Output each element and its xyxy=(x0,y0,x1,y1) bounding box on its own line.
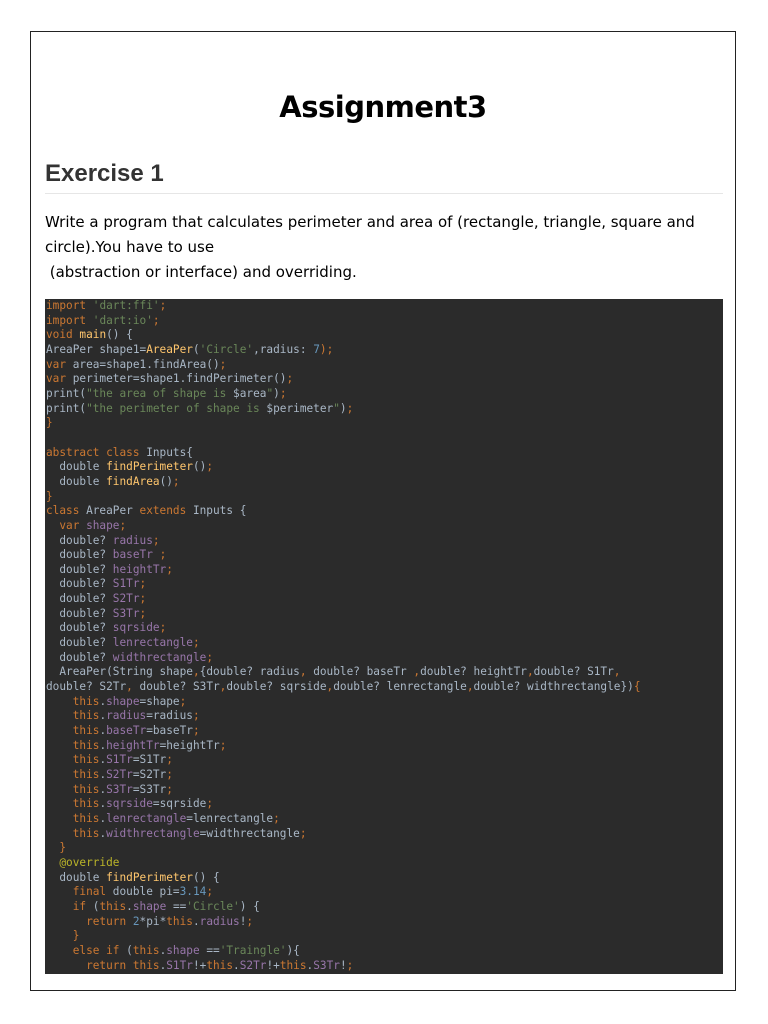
code-token: heightTr xyxy=(106,738,160,752)
code-token: !+ xyxy=(192,958,207,972)
code-token: S2Tr xyxy=(106,768,133,781)
code-line xyxy=(46,651,641,666)
code-token: heightTr xyxy=(112,562,167,576)
code-line xyxy=(46,358,641,373)
code-token: . xyxy=(99,768,107,781)
code-token: S1Tr xyxy=(106,753,133,767)
code-token: 'Traingle' xyxy=(219,943,287,957)
code-token: } xyxy=(46,841,67,855)
code-token: double? baseTr xyxy=(306,665,414,679)
code-token xyxy=(46,900,73,913)
code-line xyxy=(46,548,641,563)
code-line xyxy=(46,665,641,680)
code-token: ; xyxy=(206,650,213,664)
code-line xyxy=(46,944,641,959)
code-token: shape xyxy=(132,899,173,913)
code-line xyxy=(46,695,641,710)
code-token: 'dart:io' xyxy=(92,313,153,327)
code-token: double? xyxy=(46,621,113,635)
code-token xyxy=(46,856,59,869)
code-token: , xyxy=(526,665,534,679)
code-token: 3.14 xyxy=(179,885,207,899)
code-token: this xyxy=(72,768,100,781)
code-token: ; xyxy=(159,621,167,635)
code-token xyxy=(46,944,73,957)
code-line xyxy=(46,812,641,827)
code-token: == xyxy=(172,899,187,913)
code-token: =lenrectangle xyxy=(186,811,274,825)
code-token: findPerimeter xyxy=(106,460,193,474)
code-line xyxy=(46,431,641,446)
code-line xyxy=(46,680,641,695)
code-token: . xyxy=(159,943,167,957)
code-token: ,radius: xyxy=(253,342,314,356)
code-token: ! xyxy=(239,914,247,928)
code-token: shape xyxy=(86,518,120,532)
code-token: , xyxy=(219,680,227,694)
code-token: ( xyxy=(192,342,200,356)
code-token: . xyxy=(99,797,107,811)
code-token: =shape xyxy=(139,694,180,708)
code-token: () xyxy=(192,460,207,474)
code-line xyxy=(46,314,641,329)
code-token: double? xyxy=(46,606,113,620)
code-line xyxy=(46,563,641,578)
code-token: double? S1Tr xyxy=(533,665,614,679)
code-token: =S1Tr xyxy=(132,753,167,767)
code-token: 'dart:ffi' xyxy=(92,299,160,312)
code-token: this xyxy=(166,914,193,928)
code-token: 2 xyxy=(132,914,140,928)
code-token: " xyxy=(333,401,340,415)
code-token: {double? radius xyxy=(199,665,300,679)
code-token: double? xyxy=(46,562,113,576)
code-token: perimeter=shape1.findPerimeter() xyxy=(72,372,287,386)
code-token: this xyxy=(72,826,100,840)
code-block xyxy=(45,299,723,974)
code-line xyxy=(46,753,641,768)
code-token: double? xyxy=(46,592,113,606)
code-token: ; xyxy=(159,548,167,562)
code-token: this xyxy=(279,958,307,972)
code-token: this xyxy=(99,899,127,913)
code-token: ; xyxy=(346,958,354,972)
code-token: import xyxy=(46,313,93,327)
code-token: =sqrside xyxy=(152,797,207,811)
code-token: ); xyxy=(319,342,334,356)
code-line xyxy=(46,709,641,724)
code-token: . xyxy=(99,811,107,825)
code-line xyxy=(46,372,641,387)
code-token: void xyxy=(46,328,80,342)
code-token: ; xyxy=(152,533,160,547)
code-token: baseTr xyxy=(112,548,160,562)
code-line xyxy=(46,402,641,417)
code-token xyxy=(46,519,59,532)
code-token: , xyxy=(126,680,133,694)
code-token: , xyxy=(326,680,334,694)
code-token: double? sqrside xyxy=(226,680,327,694)
code-line xyxy=(46,446,641,461)
code-token: double? xyxy=(46,650,113,664)
code-token: print( xyxy=(46,401,87,415)
code-token: () { xyxy=(192,870,220,884)
code-token: var xyxy=(46,372,73,386)
code-token xyxy=(46,812,73,825)
code-token: double? xyxy=(46,636,113,650)
code-token: { xyxy=(633,680,641,694)
code-line xyxy=(46,827,641,842)
code-line xyxy=(46,636,641,651)
code-token: . xyxy=(192,914,200,928)
code-token: " xyxy=(266,386,274,400)
code-token xyxy=(46,783,73,796)
code-token: ; xyxy=(286,372,294,386)
code-token: ; xyxy=(139,577,147,591)
code-token: !+ xyxy=(266,958,280,972)
code-token: $perimeter xyxy=(266,401,334,415)
code-token: else if xyxy=(72,943,127,957)
code-token: ; xyxy=(219,357,227,371)
code-token: import xyxy=(46,299,93,312)
code-token: AreaPer xyxy=(86,504,140,518)
code-line xyxy=(46,519,641,534)
description-line: Write a program that calculates perimeter and area of (rectangle, triangle, square and xyxy=(45,213,695,231)
code-token: . xyxy=(126,899,133,913)
code-token: "the perimeter of shape is xyxy=(86,401,267,415)
code-token: } xyxy=(46,489,53,503)
code-token: double? lenrectangle xyxy=(333,680,467,694)
document-title: Assignment3 xyxy=(279,90,487,124)
code-token: sqrside xyxy=(106,797,153,811)
code-token: double? xyxy=(46,533,113,547)
code-line xyxy=(46,416,641,431)
code-token: shape xyxy=(106,694,140,708)
code-token: ; xyxy=(273,811,280,825)
code-token: . xyxy=(99,724,107,738)
code-token: AreaPer xyxy=(146,342,193,356)
code-token: var xyxy=(59,518,87,532)
code-token xyxy=(46,753,73,766)
code-token: ; xyxy=(172,474,180,488)
code-token: 7 xyxy=(313,342,320,356)
code-line xyxy=(46,299,641,314)
code-line xyxy=(46,915,641,930)
code-token: lenrectangle xyxy=(106,811,187,825)
code-line xyxy=(46,856,641,871)
code-token: this xyxy=(72,694,100,708)
code-token: , xyxy=(613,665,621,679)
code-token: radius xyxy=(106,709,147,723)
code-token: $area xyxy=(233,386,267,400)
code-token: this xyxy=(72,738,100,752)
code-line xyxy=(46,959,641,974)
code-line xyxy=(46,490,641,505)
code-token: ) xyxy=(339,401,347,415)
code-token: S1Tr xyxy=(166,958,193,972)
code-line xyxy=(46,607,641,622)
code-token: ; xyxy=(346,401,354,415)
code-token: . xyxy=(99,694,107,708)
code-token: class xyxy=(106,445,147,459)
code-token: this xyxy=(132,958,160,972)
code-token xyxy=(46,959,86,972)
code-token: class xyxy=(46,504,87,518)
code-token: this xyxy=(72,753,100,767)
code-token: *pi* xyxy=(139,914,167,928)
code-token: findPerimeter xyxy=(106,870,193,884)
code-token xyxy=(46,739,73,752)
code-line xyxy=(46,475,641,490)
code-token: S1Tr xyxy=(112,577,140,591)
code-token: area=shape1.findArea() xyxy=(72,357,220,371)
code-line xyxy=(46,343,641,358)
code-line xyxy=(46,739,641,754)
code-token: abstract xyxy=(46,445,107,459)
code-token: double? S3Tr xyxy=(132,680,220,694)
code-token: Inputs{ xyxy=(146,445,193,459)
code-token: double pi= xyxy=(112,885,180,899)
code-token xyxy=(46,827,73,840)
code-token: ) xyxy=(273,386,280,400)
code-token: . xyxy=(306,958,314,972)
code-token: . xyxy=(99,782,107,796)
code-token: . xyxy=(99,709,107,723)
code-token: ! xyxy=(339,958,347,972)
code-token: double xyxy=(46,460,107,474)
code-token: ( xyxy=(126,943,133,957)
code-token: this xyxy=(72,709,100,723)
code-token: =S2Tr xyxy=(132,768,167,781)
code-line xyxy=(46,534,641,549)
code-token: ; xyxy=(192,709,200,723)
code-line xyxy=(46,783,641,798)
code-line xyxy=(46,460,641,475)
code-token: S2Tr xyxy=(239,958,267,972)
code-token: ; xyxy=(166,562,173,576)
code-token: AreaPer(String shape xyxy=(46,665,193,679)
code-line xyxy=(46,900,641,915)
code-content xyxy=(46,299,641,973)
exercise-heading: Exercise 1 xyxy=(45,160,164,187)
code-line xyxy=(46,328,641,343)
code-line xyxy=(46,504,641,519)
code-token: } xyxy=(46,929,80,943)
code-token: , xyxy=(413,665,421,679)
code-token: ; xyxy=(279,386,287,400)
code-token: =widthrectangle xyxy=(199,826,300,840)
code-line xyxy=(46,929,641,944)
code-token: Inputs { xyxy=(192,504,247,518)
code-token: double xyxy=(46,474,107,488)
code-token: main xyxy=(79,328,107,342)
code-token: 'Circle' xyxy=(199,342,254,356)
code-token: findArea xyxy=(106,474,160,488)
heading-divider xyxy=(45,193,723,194)
code-token: , xyxy=(299,665,307,679)
code-token xyxy=(46,695,73,708)
code-token: ; xyxy=(179,694,187,708)
code-line xyxy=(46,621,641,636)
code-token: double? widthrectangle}) xyxy=(473,680,634,694)
code-token: == xyxy=(206,943,220,957)
code-token: radius xyxy=(112,533,153,547)
code-token: ; xyxy=(166,753,173,767)
code-token: if xyxy=(72,899,93,913)
code-token: radius xyxy=(199,914,240,928)
code-token: var xyxy=(46,357,73,371)
code-token: ; xyxy=(206,885,213,899)
code-token: ; xyxy=(206,460,213,474)
code-token: double? xyxy=(46,548,113,562)
code-line xyxy=(46,768,641,783)
code-token: ; xyxy=(139,592,147,606)
code-token: . xyxy=(99,738,107,752)
code-token: ; xyxy=(159,299,167,312)
code-token: double? xyxy=(46,577,113,591)
code-token: =radius xyxy=(146,709,193,723)
code-line xyxy=(46,592,641,607)
description-line: circle).You have to use xyxy=(45,238,215,256)
code-token: this xyxy=(132,943,160,957)
code-token: AreaPer shape1= xyxy=(46,342,147,356)
code-token: "the area of shape is xyxy=(86,386,234,400)
code-token: () { xyxy=(106,328,133,342)
code-token: final xyxy=(72,885,113,899)
code-token: ; xyxy=(192,724,200,738)
code-token: ; xyxy=(219,738,227,752)
code-token: @override xyxy=(59,855,120,869)
code-token: , xyxy=(192,665,200,679)
code-token: ){ xyxy=(286,943,300,957)
code-token xyxy=(46,915,86,928)
code-token: extends xyxy=(139,504,193,518)
code-token: ; xyxy=(166,768,173,781)
code-token: =heightTr xyxy=(159,738,220,752)
code-token: 'Circle' xyxy=(186,899,240,913)
code-token: widthrectangle xyxy=(112,650,207,664)
code-token: . xyxy=(99,826,107,840)
code-token: ; xyxy=(139,606,147,620)
code-token xyxy=(46,768,73,781)
code-token xyxy=(46,797,73,810)
code-token: S3Tr xyxy=(106,782,133,796)
code-token: this xyxy=(206,958,234,972)
code-token: , xyxy=(466,680,474,694)
code-line xyxy=(46,871,641,886)
code-token: lenrectangle xyxy=(112,636,193,650)
code-token: double xyxy=(46,870,107,884)
description-line: (abstraction or interface) and overriding. xyxy=(45,263,357,281)
code-token: =baseTr xyxy=(146,724,193,738)
code-token: ( xyxy=(92,899,100,913)
code-token: this xyxy=(72,811,100,825)
code-token: shape xyxy=(166,943,207,957)
code-token: baseTr xyxy=(106,724,147,738)
code-token: ; xyxy=(299,826,307,840)
code-token: S2Tr xyxy=(112,592,140,606)
code-token: double? S2Tr xyxy=(46,680,127,694)
code-token: () xyxy=(159,474,173,488)
code-line xyxy=(46,885,641,900)
code-token xyxy=(46,724,73,737)
code-token: =S3Tr xyxy=(132,782,167,796)
code-token: ; xyxy=(246,914,254,928)
code-token: this xyxy=(72,782,100,796)
code-token: . xyxy=(233,958,240,972)
code-token: . xyxy=(159,958,167,972)
code-token: ; xyxy=(119,518,127,532)
code-token: this xyxy=(72,724,100,738)
code-token: return xyxy=(86,958,133,972)
code-line xyxy=(46,387,641,402)
code-token: S3Tr xyxy=(112,606,140,620)
code-token: ) { xyxy=(239,899,260,913)
code-line xyxy=(46,841,641,856)
code-token: ; xyxy=(192,636,200,650)
code-token: this xyxy=(72,797,100,811)
code-token: widthrectangle xyxy=(106,826,200,840)
exercise-description xyxy=(45,210,723,285)
code-token: return xyxy=(86,914,133,928)
code-line xyxy=(46,724,641,739)
code-token: . xyxy=(99,753,107,767)
code-token xyxy=(46,885,73,898)
code-line xyxy=(46,797,641,812)
code-token: } xyxy=(46,416,53,430)
code-token: ; xyxy=(206,797,214,811)
code-token xyxy=(46,709,73,722)
code-token: S3Tr xyxy=(313,958,340,972)
code-line xyxy=(46,577,641,592)
code-token: double? heightTr xyxy=(420,665,527,679)
code-token: sqrside xyxy=(112,621,160,635)
code-token: print( xyxy=(46,386,87,400)
code-token: ; xyxy=(152,313,160,327)
code-token: ; xyxy=(166,782,173,796)
